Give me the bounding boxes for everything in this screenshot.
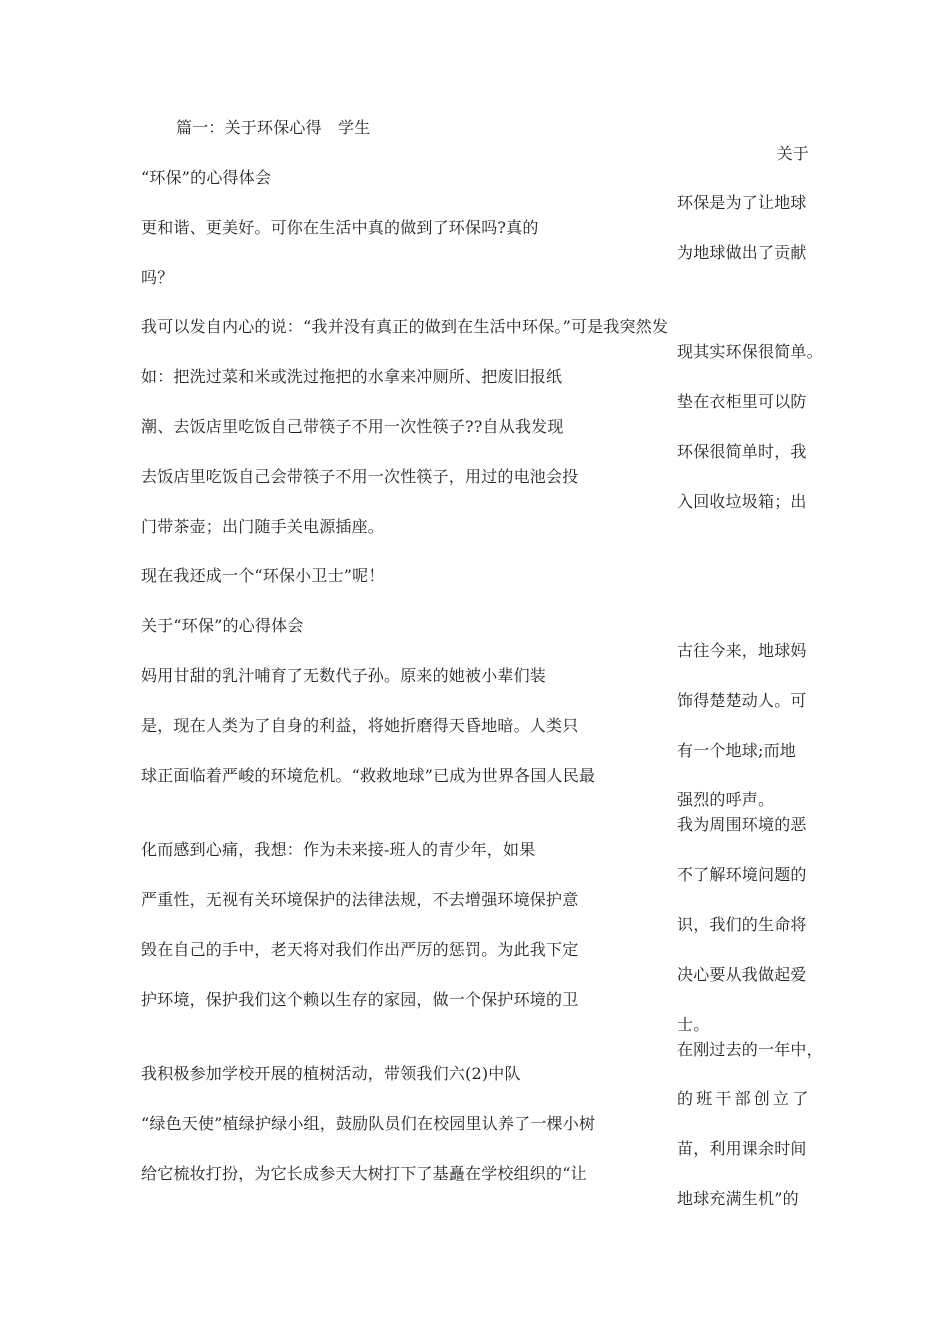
right-column-line: 识，我们的生命将 — [677, 915, 807, 934]
left-column-line: 严重性，无视有关环境保护的法律法规，不去增强环境保护意 — [141, 890, 579, 909]
right-column-line: 的班干部创立了 — [677, 1089, 812, 1108]
right-column-line: 饰得楚楚动人。可 — [677, 691, 807, 710]
right-column-line: 关于 — [776, 144, 809, 163]
left-column-line: 潮、去饭店里吃饭自己带筷子不用一次性筷子??自从我发现 — [141, 417, 564, 436]
left-column-line: 门带茶壶；出门随手关电源插座。 — [141, 517, 385, 536]
left-column-line: 更和谐、更美好。可你在生活中真的做到了环保吗?真的 — [141, 218, 539, 237]
document-heading: 篇一：关于环保心得 学生 — [176, 118, 371, 137]
right-column-line: 强烈的呼声。 — [677, 790, 775, 809]
left-column-line: 球正面临着严峻的环境危机。“救救地球”已成为世界各国人民最 — [141, 766, 596, 785]
left-column-line: “绿色天使”植绿护绿小组，鼓励队员们在校园里认养了一棵小树 — [141, 1114, 596, 1133]
right-column-line: 为地球做出了贡献 — [677, 243, 807, 262]
right-column-line: 士。 — [677, 1015, 710, 1034]
left-column-line: 化而感到心痛，我想：作为未来接-班人的青少年，如果 — [141, 840, 536, 859]
left-column-line: 吗？ — [141, 268, 174, 287]
left-column-line: 是，现在人类为了自身的利益，将她折磨得天昏地暗。人类只 — [141, 716, 579, 735]
left-column-line: 给它梳妆打扮，为它长成参天大树打下了基矗在学校组织的“让 — [141, 1164, 587, 1183]
right-column-line: 古往今来，地球妈 — [677, 641, 807, 660]
left-column-line: 护环境，保护我们这个赖以生存的家园，做一个保护环境的卫 — [141, 990, 579, 1009]
left-column-line: 我可以发自内心的说：“我并没有真正的做到在生活中环保。”可是我突然发 — [141, 317, 669, 336]
left-column-line: 妈用甘甜的乳汁哺育了无数代子孙。原来的她被小辈们装 — [141, 666, 547, 685]
left-column-line: 我积极参加学校开展的植树活动，带领我们六(2)中队 — [141, 1064, 521, 1083]
section-heading: 关于“环保”的心得体会 — [141, 616, 304, 635]
right-column-line: 环保是为了让地球 — [677, 193, 807, 212]
right-column-line: 环保很简单时，我 — [677, 442, 807, 461]
right-column-line: 垫在衣柜里可以防 — [677, 392, 807, 411]
left-column-line: 去饭店里吃饭自己会带筷子不用一次性筷子，用过的电池会投 — [141, 467, 579, 486]
left-column-line: 现在我还成一个“环保小卫士”呢！ — [141, 566, 385, 585]
right-column-line: 苗，利用课余时间 — [677, 1139, 807, 1158]
right-column-line: 入回收垃圾箱；出 — [677, 492, 807, 511]
right-column-line: 有一个地球;而地 — [677, 741, 796, 760]
right-column-line: 不了解环境问题的 — [677, 865, 807, 884]
right-column-line: 在刚过去的一年中， — [677, 1040, 823, 1059]
right-column-line: 我为周围环境的恶 — [677, 815, 807, 834]
right-column-line: 决心要从我做起爱 — [677, 965, 807, 984]
right-column-line: 地球充满生机”的 — [677, 1189, 799, 1208]
left-column-line: 如：把洗过菜和米或洗过拖把的水拿来冲厕所、把废旧报纸 — [141, 367, 563, 386]
left-column-line: “环保”的心得体会 — [141, 168, 272, 187]
left-column-line: 毁在自己的手中，老天将对我们作出严厉的惩罚。为此我下定 — [141, 940, 579, 959]
right-column-line: 现其实环保很简单。 — [677, 342, 823, 361]
